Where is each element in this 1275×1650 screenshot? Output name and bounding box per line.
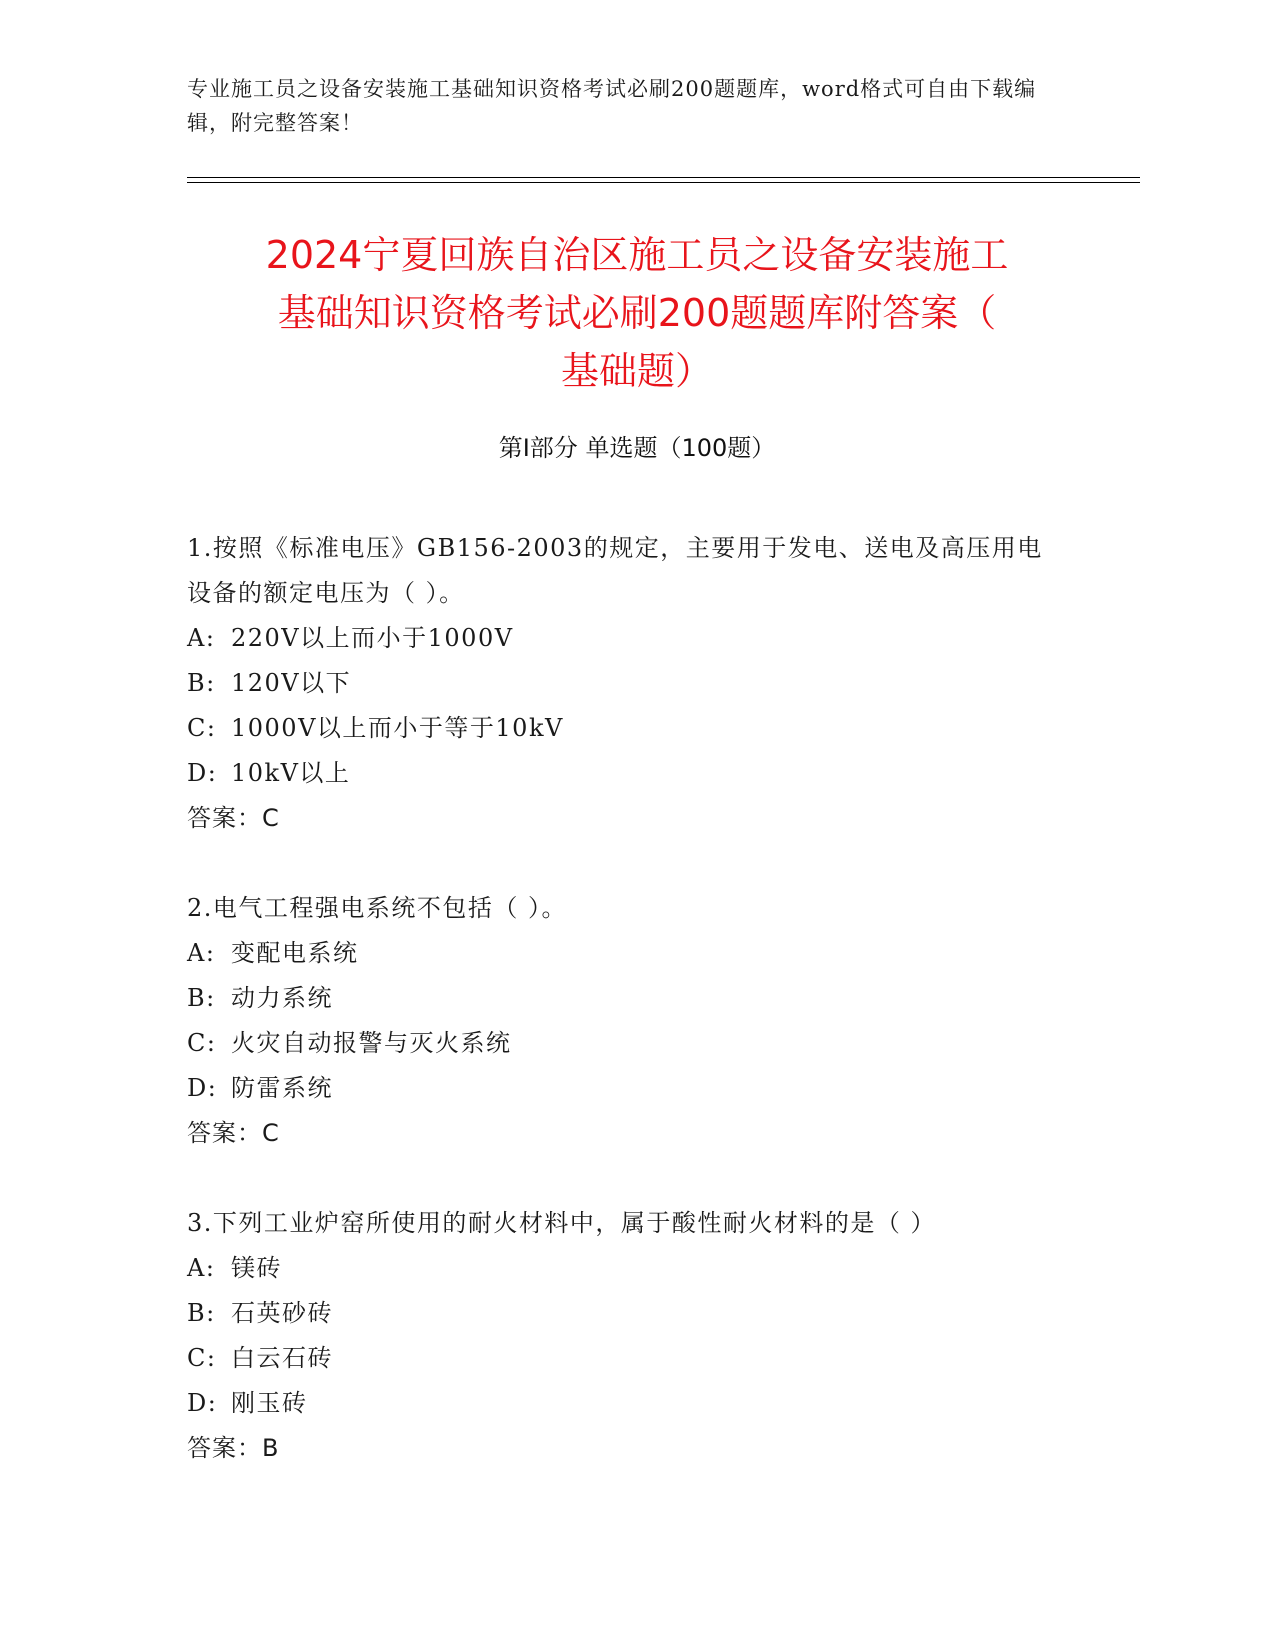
header-divider-top [187, 177, 1140, 178]
option-c [187, 706, 1067, 751]
option-text: 火灾自动报警与灭火系统 [231, 1029, 512, 1057]
option-b [187, 1291, 1067, 1336]
option-key: D: [187, 759, 218, 787]
question-3 [187, 1201, 1067, 1471]
option-key: A: [187, 624, 216, 652]
option-key: B: [187, 669, 216, 697]
option-text: 1000V以上而小于等于10kV [231, 714, 564, 742]
option-a [187, 616, 1067, 661]
section-heading: 第I部分 单选题（100题） [498, 434, 776, 462]
question-stem: 2.电气工程强电系统不包括（ ）。 [187, 894, 568, 922]
option-text: 防雷系统 [231, 1074, 333, 1102]
option-text: 刚玉砖 [231, 1389, 308, 1417]
title-line-2: 基础知识资格考试必刷200题题库附答案（ [277, 291, 997, 335]
option-a [187, 931, 1067, 976]
option-key: C: [187, 1344, 217, 1372]
header-divider-bottom [187, 182, 1140, 183]
option-key: B: [187, 1299, 216, 1327]
option-text: 镁砖 [231, 1254, 282, 1282]
option-key: B: [187, 984, 216, 1012]
question-stem: 3.下列工业炉窑所使用的耐火材料中，属于酸性耐火材料的是（ ） [187, 1209, 937, 1237]
option-text: 动力系统 [231, 984, 333, 1012]
option-text: 白云石砖 [231, 1344, 333, 1372]
option-text: 220V以上而小于1000V [231, 624, 514, 652]
option-text: 石英砂砖 [231, 1299, 333, 1327]
option-b [187, 661, 1067, 706]
option-key: A: [187, 939, 216, 967]
question-2 [187, 886, 1067, 1156]
option-key: D: [187, 1074, 218, 1102]
answer: 答案：C [187, 804, 280, 832]
option-a [187, 1246, 1067, 1291]
option-text: 10kV以上 [231, 759, 351, 787]
option-text: 120V以下 [231, 669, 352, 697]
option-key: D: [187, 1389, 218, 1417]
option-d [187, 1381, 1067, 1426]
question-stem: 1.按照《标准电压》GB156-2003的规定，主要用于发电、送电及高压用电设备的额定电压为（ ）。 [187, 534, 1043, 607]
document-title [187, 226, 1087, 400]
option-d [187, 751, 1067, 796]
option-key: C: [187, 1029, 217, 1057]
option-key: A: [187, 1254, 216, 1282]
title-line-3: 基础题） [560, 349, 713, 393]
option-text: 变配电系统 [231, 939, 359, 967]
header-note: 专业施工员之设备安装施工基础知识资格考试必刷200题题库，word格式可自由下载编辑，附完整答案！ [187, 77, 1037, 135]
option-c [187, 1336, 1067, 1381]
option-b [187, 976, 1067, 1021]
title-line-1: 2024宁夏回族自治区施工员之设备安装施工 [265, 233, 1009, 277]
option-d [187, 1066, 1067, 1111]
answer: 答案：B [187, 1434, 280, 1462]
option-c [187, 1021, 1067, 1066]
answer: 答案：C [187, 1119, 280, 1147]
option-key: C: [187, 714, 217, 742]
question-list [187, 526, 1067, 1516]
question-1 [187, 526, 1067, 841]
